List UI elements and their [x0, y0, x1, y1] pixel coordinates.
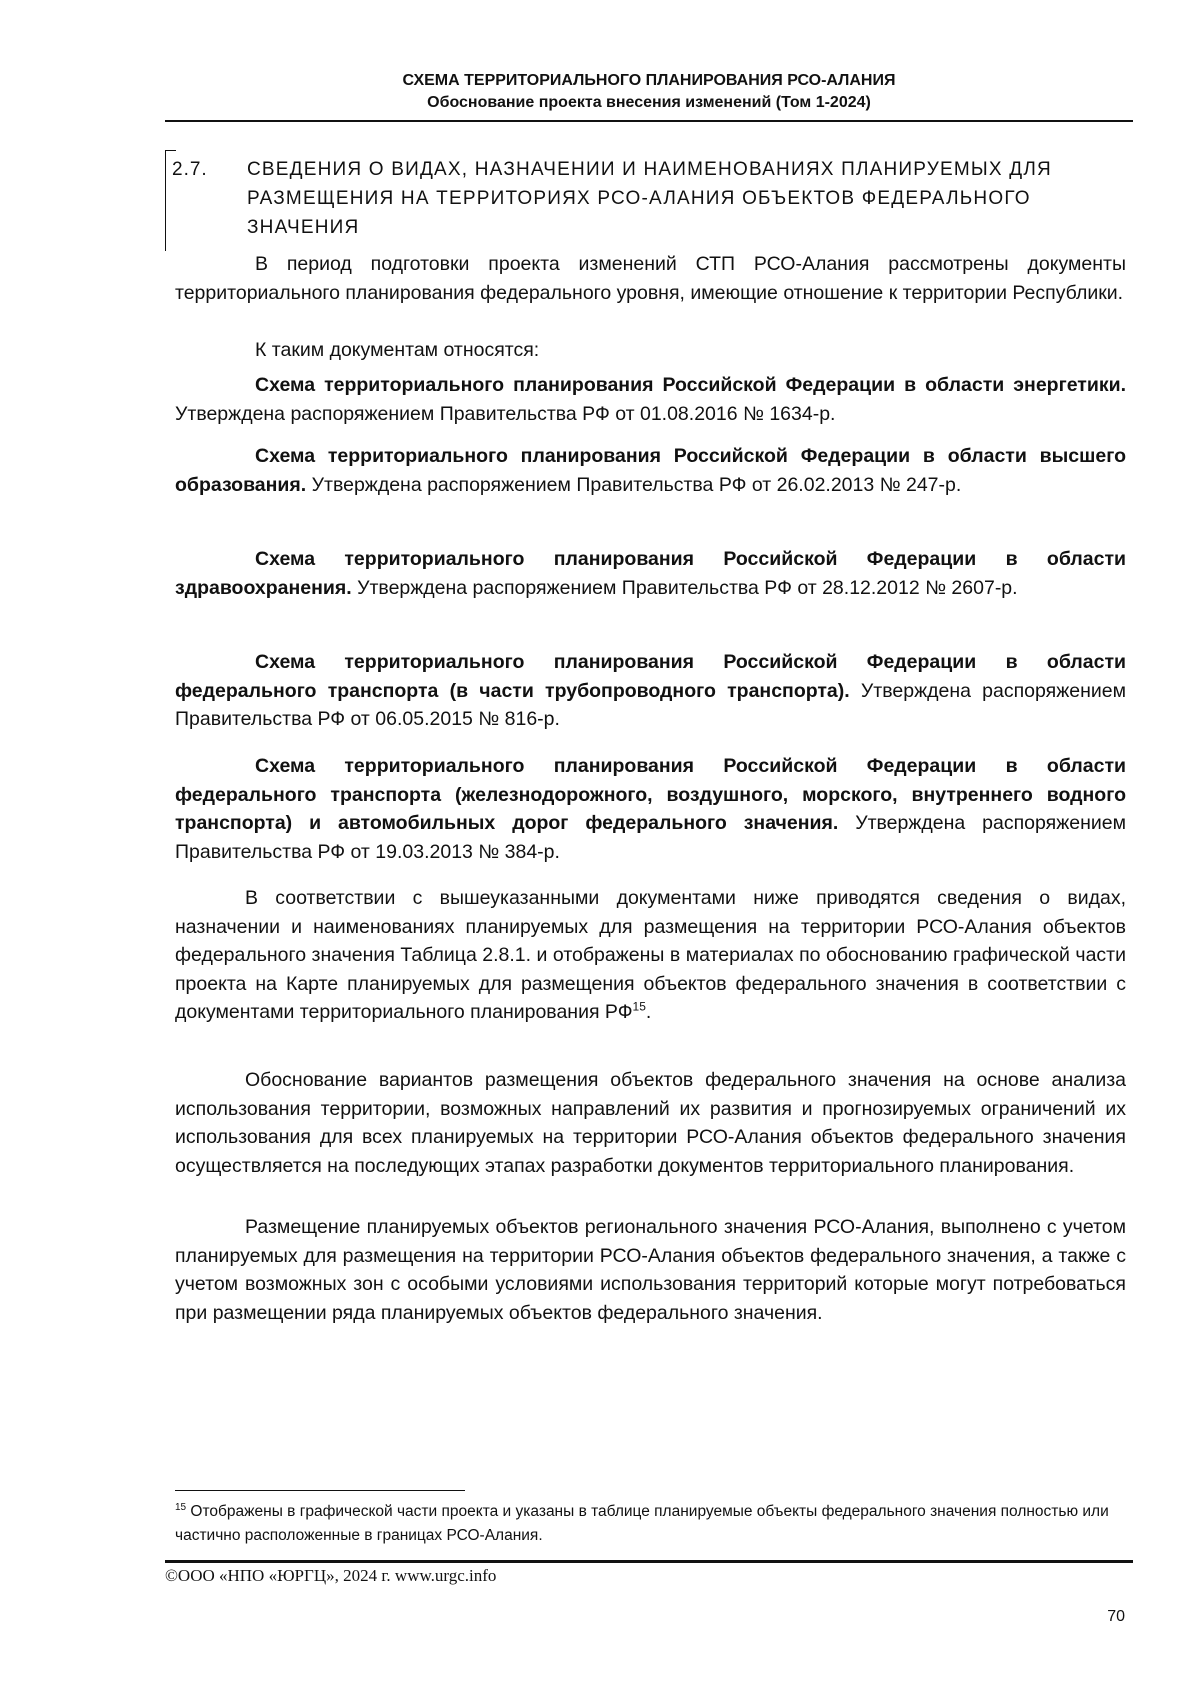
paragraph-justification [175, 1066, 1126, 1180]
doc-item-approval: Утверждена распоряжением Правительства РФ от 01.08.2016 № 1634-р. [175, 402, 836, 425]
section-number: 2.7. [172, 159, 208, 180]
doc-item-approval: Утверждена распоряжением Правительства РФ от 06.05.2015 № 816-р. [175, 679, 1127, 730]
footnote [175, 1500, 1125, 1548]
doc-item-text [175, 545, 1126, 602]
doc-item-text [175, 752, 1126, 866]
intro-block [175, 250, 1126, 307]
paragraph-regional [175, 1213, 1126, 1327]
doc-item-text [175, 371, 1126, 428]
doc-item [175, 371, 1126, 428]
header-divider [165, 120, 1133, 122]
doc-item-title: Схема территориального планирования Российской Федерации в области федерального транспорта (в части трубопроводного транспорта). [175, 651, 1126, 702]
doc-item [175, 442, 1126, 499]
section-title: СВЕДЕНИЯ О ВИДАХ, НАЗНАЧЕНИИ И НАИМЕНОВАНИЯХ ПЛАНИРУЕМЫХ ДЛЯ РАЗМЕЩЕНИЯ НА ТЕРРИТОРИЯХ РСО-АЛАНИЯ ОБЪЕКТОВ ФЕДЕРАЛЬНОГО ЗНАЧЕНИЯ [247, 159, 1052, 238]
intro-paragraph: В период подготовки проекта изменений СТП РСО-Алания рассмотрены документы территориального планирования федерального уровня, имеющие отношение к территории Республики. [175, 253, 1126, 304]
footnote-divider [175, 1490, 465, 1491]
doc-item [175, 545, 1126, 602]
intro-lead [175, 336, 1126, 365]
doc-item-approval: Утверждена распоряжением Правительства РФ от 19.03.2013 № 384-р. [175, 812, 1126, 863]
paragraph-text: Обоснование вариантов размещения объектов федерального значения на основе анализа использования территории, возможных направлений их развития и прогнозируемых ограничений их использования для всех планируемых на территории РСО-Алания объектов федерального значения осуществляется на последующих этапах разработки документов территориального планирования. [175, 1069, 1126, 1177]
doc-item-title: Схема территориального планирования Российской Федерации в области федерального транспорта (железнодорожного, воздушного, морского, внутреннего водного транспорта) и автомобильных дорог федерального значения. [175, 755, 1126, 834]
footer-copyright: ©ООО «НПО «ЮРГЦ», 2024 г. www.urgc.info [165, 1566, 497, 1585]
doc-item-text [175, 648, 1126, 734]
paragraph-body: В соответствии с вышеуказанными документами ниже приводятся сведения о видах, назначении и наименованиях планируемых для размещения на территории РСО-Алания объектов федерального значения Таблица 2.8.1. и отображены в материалах по обоснованию графической части проекта на Карте планируемых для размещения объектов федерального значения в соответствии с документами территориального планирования РФ [175, 887, 1126, 1023]
paragraph-text [175, 884, 1126, 1027]
doc-item [175, 648, 1126, 734]
page-number: 70 [1107, 1608, 1125, 1625]
intro-lead-text: К таким документам относятся: [255, 339, 540, 361]
doc-item-title: Схема территориального планирования Российской Федерации в области энергетики. [255, 374, 1126, 396]
paragraph-text: Размещение планируемых объектов регионального значения РСО-Алания, выполнено с учетом планируемых для размещения на территории РСО-Алания объектов федерального значения, а также с учетом возможных зон с особыми условиями использования территорий которые могут потребоваться при размещении ряда планируемых объектов федерального значения. [175, 1216, 1126, 1324]
paragraph-federal-objects [175, 884, 1126, 1027]
header-title: СХЕМА ТЕРРИТОРИАЛЬНОГО ПЛАНИРОВАНИЯ РСО-АЛАНИЯ [402, 72, 896, 89]
doc-item-title: Схема территориального планирования Российской Федерации в области высшего образования. [175, 445, 1126, 496]
paragraph-end: . [645, 1001, 652, 1023]
doc-item-title: Схема территориального планирования Российской Федерации в области здравоохранения. [175, 548, 1126, 599]
footnote-ref[interactable]: 15 [632, 999, 646, 1014]
header-subtitle: Обоснование проекта внесения изменений (Том 1-2024) [427, 94, 871, 111]
doc-item-approval: Утверждена распоряжением Правительства РФ от 28.12.2012 № 2607-р. [351, 576, 1018, 599]
doc-item [175, 752, 1126, 866]
doc-item-text [175, 442, 1126, 499]
footnote-text: Отображены в графической части проекта и указаны в таблице планируемые объекты федерального значения полностью или частично расположенные в границах РСО-Алания. [175, 1503, 1109, 1544]
footnote-number: 15 [175, 1501, 187, 1513]
doc-item-approval: Утверждена распоряжением Правительства РФ от 26.02.2013 № 247-р. [306, 473, 962, 496]
footer-divider [165, 1560, 1133, 1563]
